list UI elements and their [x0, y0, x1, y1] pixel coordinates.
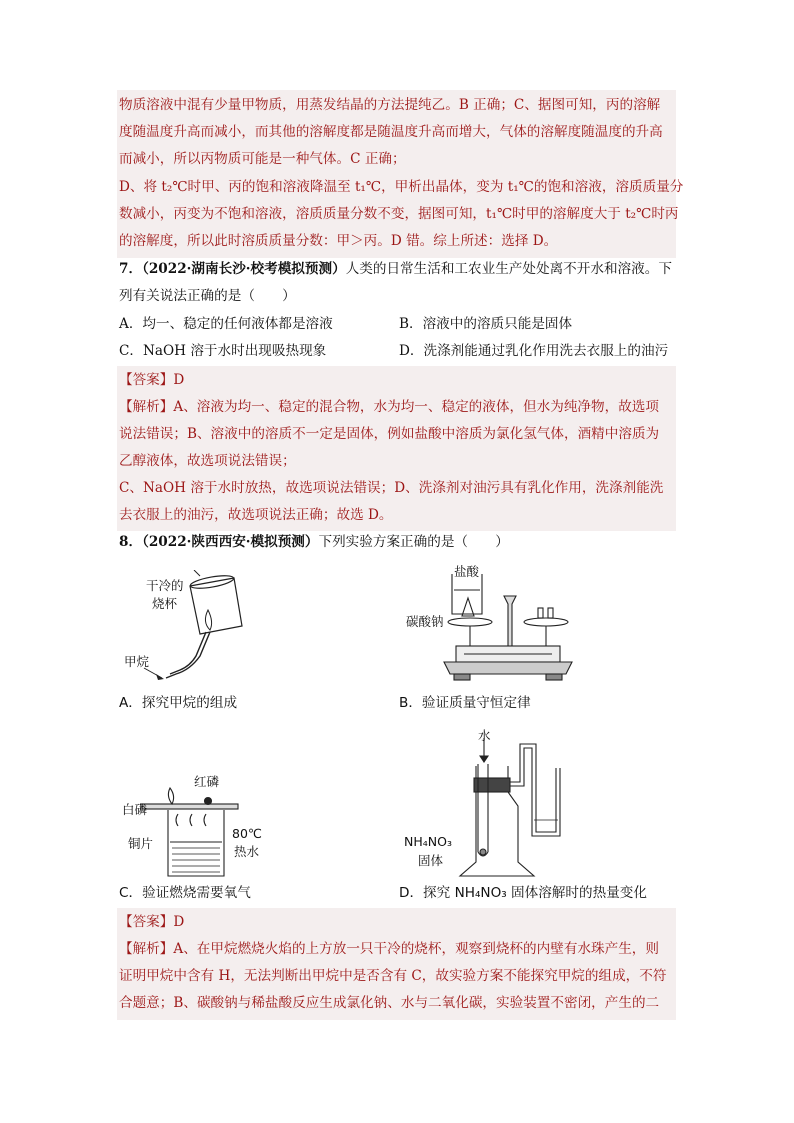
- q7-analysis-line: 乙醇液体，故选项说法错误；: [119, 453, 296, 469]
- q7-option-a: A．均一、稳定的任何液体都是溶液: [119, 316, 333, 332]
- q7-option-d: D．洗涤剂能通过乳化作用洗去衣服上的油污: [399, 343, 669, 359]
- q7-analysis-line: 说法错误；B、溶液中的溶质不一定是固体，例如盐酸中溶质为氯化氢气体，酒精中溶质为: [119, 426, 660, 442]
- figure-d-label-solid: 固体: [418, 853, 444, 868]
- figure-b-label-salt: 碳酸钠: [406, 614, 444, 629]
- q7-analysis-line: 去衣服上的油污，故选项说法正确；故选 D。: [119, 507, 393, 523]
- figure-a-caption: A．探究甲烷的组成: [119, 695, 238, 711]
- q7-analysis-line: 【解析】A、溶液为均一、稳定的混合物，水为均一、稳定的液体，但水为纯净物，故选项: [119, 399, 659, 415]
- figure-b-label-acid: 盐酸: [454, 564, 480, 579]
- q8-analysis-line: 【解析】A、在甲烷燃烧火焰的上方放一只干冷的烧杯，观察到烧杯的内壁有水珠产生，则: [119, 941, 659, 957]
- figure-a-label-beaker: 干冷的: [146, 578, 184, 593]
- q7-option-b: B．溶液中的溶质只能是固体: [399, 316, 573, 332]
- figure-c-caption: C．验证燃烧需要氧气: [119, 885, 251, 901]
- figure-d-label-water: 水: [478, 728, 491, 743]
- q7-stem: 人类的日常生活和工农业生产处处离不开水和溶液。下: [345, 261, 672, 277]
- continuation-line: D、将 t₂℃时甲、丙的饱和溶液降温至 t₁℃，甲析出晶体，变为 t₁℃的饱和溶液，溶质质量分: [119, 179, 684, 195]
- figure-d-drawing: [450, 736, 600, 878]
- figure-b-caption: B．验证质量守恒定律: [399, 695, 531, 711]
- figure-c-label-red: 红磷: [194, 774, 220, 789]
- figure-a-label-gas: 甲烷: [124, 654, 150, 669]
- figure-c-label-temp: 80℃: [232, 826, 262, 841]
- continuation-line: 的溶解度，所以此时溶质质量分数：甲＞丙。D 错。综上所述：选择 D。: [119, 233, 558, 249]
- figure-c-label-water: 热水: [234, 844, 260, 859]
- q7-option-c: C．NaOH 溶于水时出现吸热现象: [119, 343, 327, 359]
- q8-analysis-line: 证明甲烷中含有 H，无法判断出甲烷中是否含有 C，故实验方案不能探究甲烷的组成，不符: [119, 968, 667, 984]
- q7-stem-line: [119, 256, 672, 282]
- figure-c-label-cu: 铜片: [128, 836, 154, 851]
- q7-source: 7．（2022·湖南长沙·校考模拟预测）: [119, 261, 346, 277]
- figure-a-label-beaker2: 烧杯: [152, 596, 178, 611]
- q8-answer: 【答案】D: [119, 914, 185, 930]
- q7-stem-line2: 列有关说法正确的是（ ）: [119, 288, 296, 304]
- figure-b-drawing: [440, 570, 580, 686]
- continuation-line: 数减小，丙变为不饱和溶液，溶质质量分数不变，据图可知，t₁℃时甲的溶解度大于 t₂℃时丙: [119, 206, 679, 222]
- q7-answer: 【答案】D: [119, 372, 185, 388]
- figure-d-label-salt: NH₄NO₃: [404, 834, 452, 849]
- q8-source: 8．（2022·陕西西安·模拟预测）: [119, 534, 319, 550]
- q8-stem: 下列实验方案正确的是（ ）: [318, 534, 509, 550]
- figure-c-label-white: 白磷: [122, 802, 148, 817]
- continuation-line: 而减小，所以丙物质可能是一种气体。C 正确；: [119, 151, 406, 167]
- q7-analysis-line: C、NaOH 溶于水时放热，故选项说法错误；D、洗涤剂对油污具有乳化作用，洗涤剂能洗: [119, 480, 664, 496]
- figure-d-caption: D．探究 NH₄NO₃ 固体溶解时的热量变化: [399, 885, 647, 901]
- q8-analysis-line: 合题意；B、碳酸钠与稀盐酸反应生成氯化钠、水与二氧化碳，实验装置不密闭，产生的二: [119, 995, 660, 1011]
- continuation-line: 物质溶液中混有少量甲物质，用蒸发结晶的方法提纯乙。B 正确；C、据图可知，丙的溶解: [119, 97, 661, 113]
- q8-stem-line: [119, 529, 509, 555]
- continuation-line: 度随温度升高而减小，而其他的溶解度都是随温度升高而增大，气体的溶解度随温度的升高: [119, 124, 663, 140]
